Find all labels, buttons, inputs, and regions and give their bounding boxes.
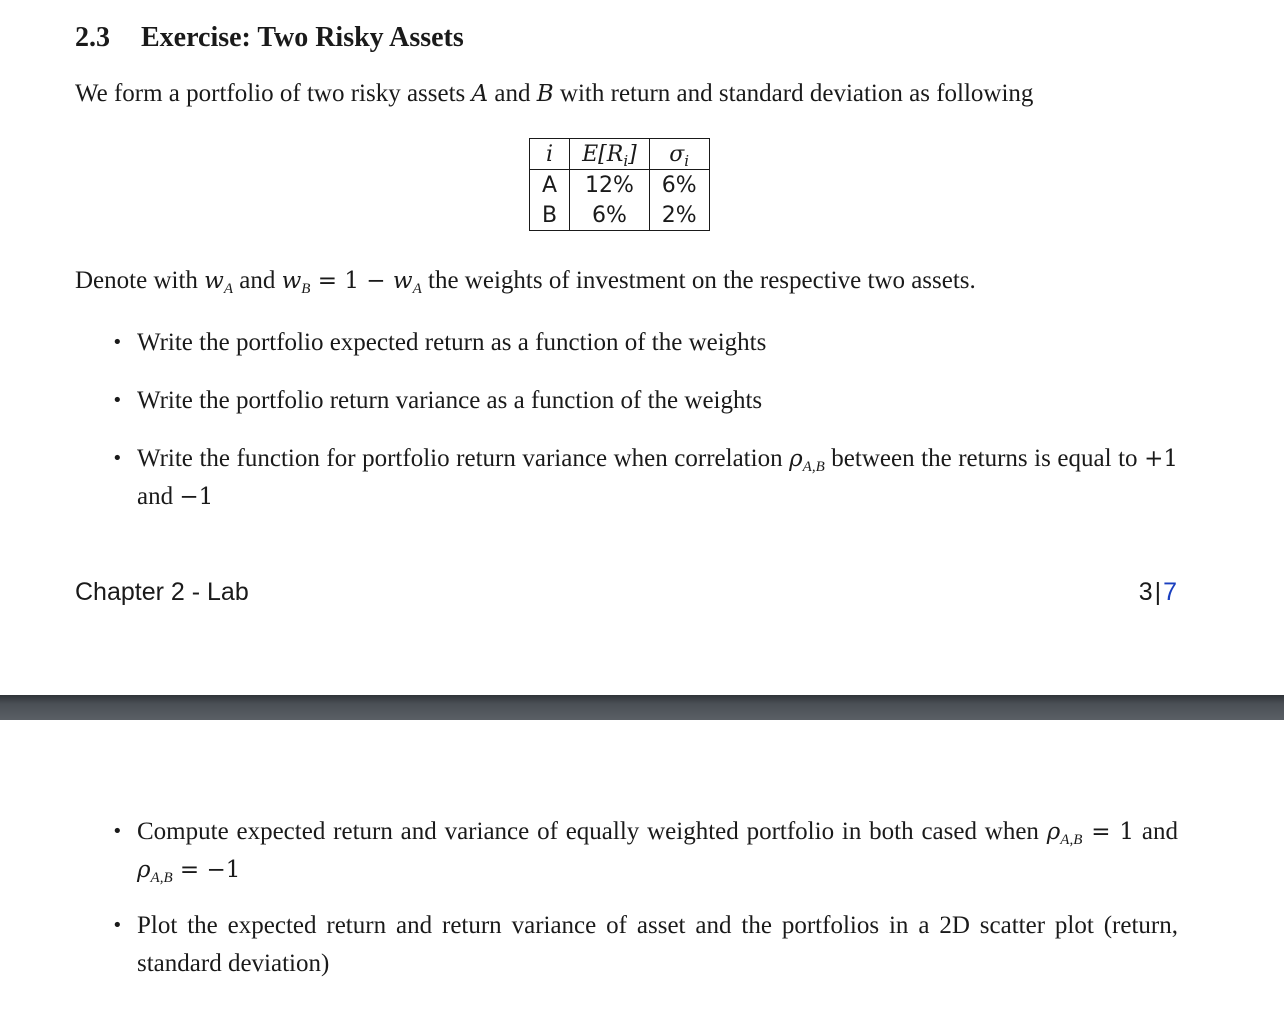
list-item [112, 382, 1178, 420]
rho-symbol: ρ [1046, 819, 1061, 845]
page-break-divider [0, 695, 1284, 720]
table-cell-return: 12% [570, 170, 650, 201]
list-item-text: Write the portfolio return variance as a function of the weights [137, 387, 763, 414]
weight-symbol: w [204, 268, 224, 294]
bullet-icon: • [112, 390, 123, 411]
bullet-icon: • [112, 915, 123, 936]
rho-value: = 1 [1082, 819, 1135, 845]
weight-symbol: w [281, 268, 302, 294]
task-list [112, 813, 1178, 1001]
list-item-text: Write the portfolio expected return as a function of the weights [137, 329, 767, 356]
weight-subscript: A [223, 281, 233, 297]
list-item-text: Write the function for portfolio return variance when correlation [137, 445, 790, 472]
list-item-text: Compute expected return and variance of equally weighted portfolio in both cased when [137, 818, 1047, 845]
table-cell-std: 6% [649, 170, 709, 201]
denote-text: the weights of investment on the respective two assets. [421, 267, 976, 294]
bullet-icon: • [112, 448, 123, 469]
weight-subscript: A [412, 281, 422, 297]
header-expected-return: $E[R_i]$ [570, 139, 650, 170]
rho-symbol: ρ [789, 446, 803, 472]
list-item [112, 907, 1178, 983]
asset-table [529, 138, 710, 231]
denote-paragraph [75, 267, 976, 295]
list-item-text: and [137, 483, 180, 510]
list-item-text: between the returns is equal to [824, 445, 1145, 472]
list-item [112, 440, 1178, 516]
intro-text: and [488, 80, 537, 107]
section-title: Exercise: Two Risky Assets [141, 22, 464, 53]
rho-symbol: ρ [137, 857, 151, 883]
denote-text: and [233, 267, 282, 294]
page-number [1139, 578, 1177, 607]
intro-text: We form a portfolio of two risky assets [75, 80, 472, 107]
rho-subscript: A,B [150, 870, 173, 886]
table-cell-asset: B [530, 200, 570, 231]
table-cell-asset: A [530, 170, 570, 201]
table-header-row [530, 139, 710, 170]
list-item [112, 324, 1178, 362]
section-number: 2.3 [75, 22, 110, 53]
bullet-icon: • [112, 821, 123, 842]
page-separator: | [1154, 578, 1162, 606]
table-cell-return: 6% [570, 200, 650, 231]
plus-one-value: +1 [1144, 446, 1178, 472]
table-cell-std: 2% [649, 200, 709, 231]
weight-subscript: B [301, 281, 311, 297]
footer-chapter: Chapter 2 - Lab [75, 578, 249, 606]
rho-subscript: A,B [802, 459, 825, 475]
page-total-link[interactable]: 7 [1163, 578, 1177, 606]
task-list [112, 324, 1178, 536]
header-std-dev: $\sigma_i$ [649, 139, 709, 170]
table-row [530, 170, 710, 201]
table-row [530, 200, 710, 231]
list-item [112, 813, 1178, 889]
weight-equation: = 1 − [310, 268, 393, 294]
weight-symbol: w [392, 268, 413, 294]
rho-subscript: A,B [1060, 832, 1083, 848]
bullet-icon: • [112, 332, 123, 353]
list-item-text: Plot the expected return and return variance of asset and the portfolios in a 2D scatter plot (return, standard deviation) [137, 912, 1178, 977]
section-heading [75, 22, 464, 54]
intro-text: with return and standard deviation as following [553, 80, 1034, 107]
minus-one-value: −1 [179, 484, 214, 510]
page-current: 3 [1138, 578, 1153, 606]
asset-a-symbol: A [471, 81, 489, 107]
header-index: i [530, 139, 570, 170]
list-item-text: and [1134, 818, 1178, 845]
denote-text: Denote with [75, 267, 205, 294]
rho-value: = −1 [172, 857, 241, 883]
intro-paragraph [75, 80, 1033, 108]
asset-b-symbol: B [536, 81, 554, 107]
